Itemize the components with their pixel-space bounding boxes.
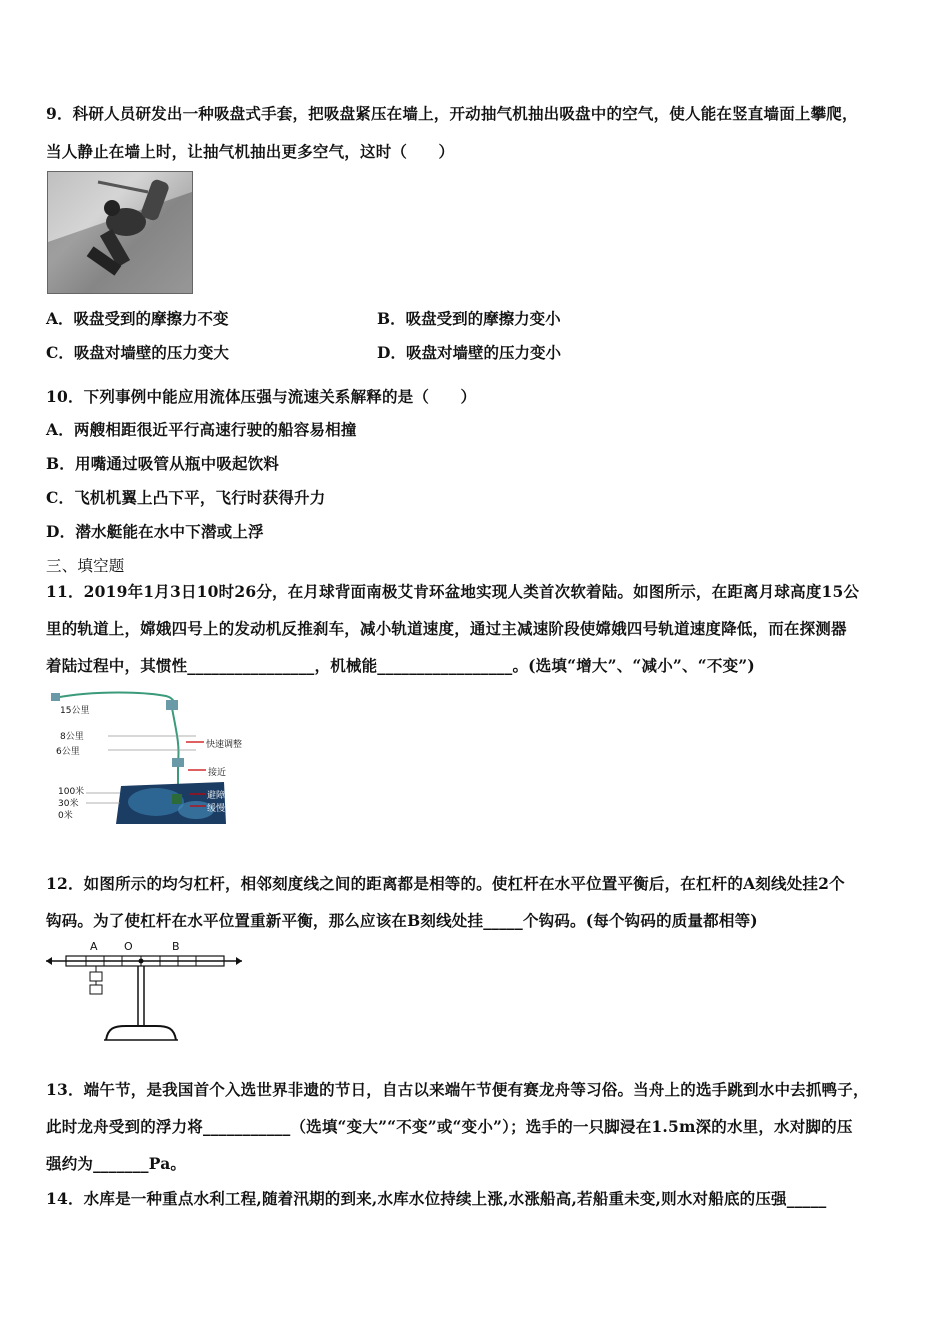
- climber-photo: [47, 171, 193, 294]
- q10-option-d: D．潜水艇能在水中下潜或上浮: [46, 522, 264, 541]
- q11-stem-line2: 里的轨道上，嫦娥四号上的发动机反推刹车，减小轨道速度，通过主减速阶段使嫦娥四号轨道速度降低，而在探测器: [46, 619, 847, 638]
- q10-option-b: B．用嘴通过吸管从瓶中吸起饮料: [46, 454, 280, 473]
- label-100m: 100米: [58, 787, 85, 797]
- q11-stem-line1: 11．2019年1月3日10时26分，在月球背面南极艾肯环盆地实现人类首次软着陆。如图所示，在距离月球高度15公: [46, 582, 860, 601]
- q13-stem-line2: 此时龙舟受到的浮力将___________（选填“变大”“不变”或“变小”）；选手的一只脚浸在1.5m深的水里，水对脚的压: [46, 1117, 853, 1136]
- q9-option-a: A．吸盘受到的摩擦力不变: [46, 309, 229, 328]
- label-30m: 30米: [58, 799, 79, 809]
- lever-label-o: O: [124, 940, 133, 953]
- q13-stem-line3: 强约为_______Pa。: [46, 1154, 187, 1173]
- q10-stem: 10．下列事例中能应用流体压强与流速关系解释的是（ ）: [46, 387, 477, 406]
- q13-stem-line1: 13．端午节，是我国首个入选世界非遗的节日，自古以来端午节便有赛龙舟等习俗。当舟上的选手跳到水中去抓鸭子，: [46, 1080, 869, 1099]
- label-slow-descent: 缓慢下降: [207, 804, 244, 814]
- section-heading-fill-in: 三、填空题: [46, 557, 125, 575]
- label-approach: 接近: [208, 768, 227, 778]
- q11-stem-line3: 着陆过程中，其惯性________________，机械能_________________。(选填“增大”、“减小”、“不变”): [46, 656, 755, 675]
- lever-label-b: B: [172, 940, 180, 953]
- lever-label-a: A: [90, 940, 98, 953]
- landing-diagram: [46, 690, 256, 828]
- q10-option-a: A．两艘相距很近平行高速行驶的船容易相撞: [46, 420, 357, 439]
- q9-option-d: D．吸盘对墙壁的压力变小: [377, 343, 561, 362]
- q9-option-c: C．吸盘对墙壁的压力变大: [46, 343, 229, 362]
- label-6km: 6公里: [56, 747, 80, 757]
- lever-diagram: [46, 940, 246, 1045]
- label-15km: 15公里: [60, 706, 90, 716]
- label-8km: 8公里: [60, 732, 84, 742]
- label-avoid: 避障: [207, 791, 226, 801]
- q9-stem-line2: 当人静止在墙上时，让抽气机抽出更多空气，这时（ ）: [46, 142, 455, 161]
- label-0m: 0米: [58, 811, 73, 821]
- label-fast-adjust: 快速调整: [206, 740, 243, 750]
- q14-stem-line1: 14．水库是一种重点水利工程,随着汛期的到来,水库水位持续上涨,水涨船高,若船重未变,则水对船底的压强_____: [46, 1189, 827, 1208]
- q12-stem-line2: 钩码。为了使杠杆在水平位置重新平衡，那么应该在B刻线处挂_____个钩码。(每个钩码的质量都相等): [46, 911, 758, 930]
- q12-stem-line1: 12．如图所示的均匀杠杆，相邻刻度线之间的距离都是相等的。使杠杆在水平位置平衡后，在杠杆的A刻线处挂2个: [46, 874, 845, 893]
- q9-stem-line1: 9．科研人员研发出一种吸盘式手套，把吸盘紧压在墙上，开动抽气机抽出吸盘中的空气，使人能在竖直墙面上攀爬，: [46, 104, 858, 123]
- q10-option-c: C．飞机机翼上凸下平，飞行时获得升力: [46, 488, 326, 507]
- q9-option-b: B．吸盘受到的摩擦力变小: [377, 309, 561, 328]
